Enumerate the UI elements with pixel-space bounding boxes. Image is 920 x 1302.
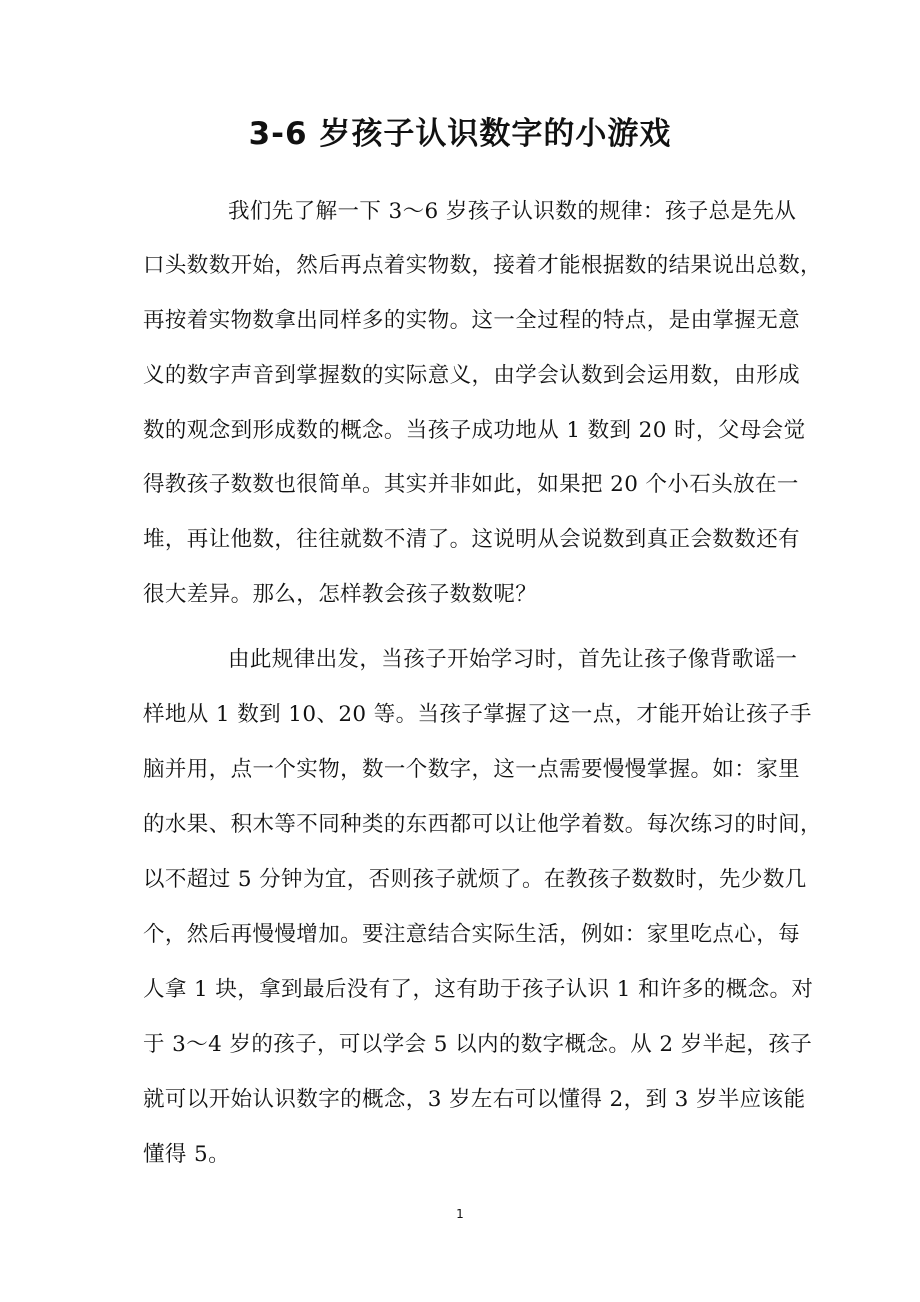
paragraph-line: 人拿 1 块，拿到最后没有了，这有助于孩子认识 1 和许多的概念。对: [143, 977, 814, 1002]
paragraph-line: 很大差异。那么，怎样教会孩子数数呢？: [143, 582, 538, 607]
paragraph-line: 数的观念到形成数的概念。当孩子成功地从 1 数到 20 时，父母会觉: [143, 418, 806, 443]
paragraph-line: 以不超过 5 分钟为宜，否则孩子就烦了。在教孩子数数时，先少数几: [143, 867, 807, 892]
paragraph-line: 义的数字声音到掌握数的实际意义，由学会认数到会运用数，由形成: [143, 363, 801, 388]
paragraph-line: 样地从 1 数到 10、20 等。当孩子掌握了这一点，才能开始让孩子手: [143, 702, 812, 727]
paragraph-line: 就可以开始认识数字的概念，3 岁左右可以懂得 2，到 3 岁半应该能: [143, 1087, 806, 1112]
paragraph-line: 脑并用，点一个实物，数一个数字，这一点需要慢慢掌握。如：家里: [143, 757, 801, 782]
document-title: 3-6 岁孩子认识数字的小游戏: [248, 116, 672, 152]
paragraph-line: 的水果、积木等不同种类的东西都可以让他学着数。每次练习的时间，: [143, 812, 822, 837]
paragraph-line: 我们先了解一下 3～6 岁孩子认识数的规律：孩子总是先从: [228, 199, 797, 224]
paragraph-line: 口头数数开始，然后再点着实物数，接着才能根据数的结果说出总数，: [143, 253, 822, 278]
paragraph-line: 个，然后再慢慢增加。要注意结合实际生活，例如：家里吃点心，每: [143, 922, 801, 947]
paragraph-line: 于 3～4 岁的孩子，可以学会 5 以内的数字概念。从 2 岁半起，孩子: [143, 1032, 813, 1057]
paragraph-line: 懂得 5。: [143, 1142, 231, 1167]
paragraph-line: 再按着实物数拿出同样多的实物。这一全过程的特点，是由掌握无意: [143, 308, 801, 333]
page-number: 1: [456, 1207, 464, 1221]
paragraph-line: 由此规律出发，当孩子开始学习时，首先让孩子像背歌谣一: [228, 647, 798, 672]
paragraph-line: 堆，再让他数，往往就数不清了。这说明从会说数到真正会数数还有: [143, 527, 801, 552]
paragraph-line: 得教孩子数数也很简单。其实并非如此，如果把 20 个小石头放在一: [143, 472, 799, 497]
